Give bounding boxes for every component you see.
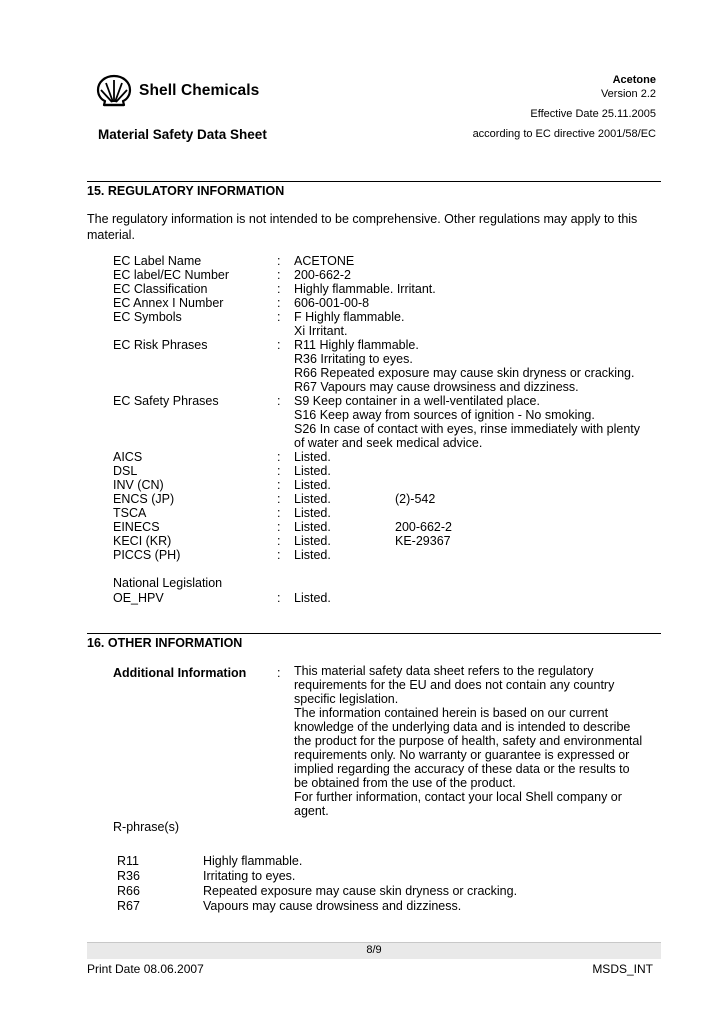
print-date: Print Date 08.06.2007: [87, 962, 204, 976]
inventory-row-encs: ENCS (JP) : Listed. (2)-542: [113, 492, 436, 506]
r-phrases-title: R-phrase(s): [113, 820, 179, 834]
safety-phrase-line: S26 In case of contact with eyes, rinse immediately with plenty: [294, 422, 640, 436]
oe-hpv-row: OE_HPV : Listed.: [113, 591, 331, 605]
inventory-row-einecs: EINECS : Listed. 200-662-2: [113, 520, 452, 534]
company-logo: [96, 74, 259, 108]
product-name: Acetone: [612, 74, 656, 86]
section-15-heading: 15. REGULATORY INFORMATION: [87, 184, 285, 198]
colon: :: [277, 666, 281, 680]
ec-safety-phrases-row: EC Safety Phrases : S9 Keep container in a well-ventilated place.: [113, 394, 540, 408]
r-phrase-row: R36 Irritating to eyes.: [117, 869, 296, 883]
ec-classification-row: EC Classification : Highly flammable. Irritant.: [113, 282, 436, 296]
risk-phrase-line: R36 Irritating to eyes.: [294, 352, 413, 366]
safety-phrase-line: of water and seek medical advice.: [294, 436, 483, 450]
inventory-row-tsca: TSCA : Listed.: [113, 506, 331, 520]
section-divider: [87, 181, 661, 182]
ec-number-row: EC label/EC Number : 200-662-2: [113, 268, 351, 282]
inventory-row-dsl: DSL : Listed.: [113, 464, 331, 478]
page-number: 8/9: [366, 944, 382, 956]
r-phrase-row: R67 Vapours may cause drowsiness and dizziness.: [117, 899, 462, 913]
national-legislation-label: National Legislation: [113, 576, 223, 590]
inventory-row-inv-cn: INV (CN) : Listed.: [113, 478, 331, 492]
inventory-row-keci: KECI (KR) : Listed. KE-29367: [113, 534, 451, 548]
risk-phrase-line: R66 Repeated exposure may cause skin dryness or cracking.: [294, 366, 635, 380]
brand-name: Shell Chemicals: [139, 82, 260, 99]
shell-pecten-icon: [96, 74, 132, 108]
ec-symbols-row: EC Symbols : F Highly flammable.: [113, 310, 405, 324]
directive: according to EC directive 2001/58/EC: [472, 128, 656, 140]
version: Version 2.2: [600, 88, 656, 100]
risk-phrase-line: R67 Vapours may cause drowsiness and dizziness.: [294, 380, 579, 394]
r-phrase-row: R66 Repeated exposure may cause skin dryness or cracking.: [117, 884, 518, 898]
inventory-row-piccs: PICCS (PH) : Listed.: [113, 548, 331, 562]
regulatory-intro: The regulatory information is not intended to be comprehensive. Other regulations may apply to this material.: [87, 212, 638, 242]
ec-symbols-continued: Xi Irritant.: [294, 324, 348, 338]
safety-phrase-line: S16 Keep away from sources of ignition - No smoking.: [294, 408, 595, 422]
ec-risk-phrases-row: EC Risk Phrases : R11 Highly flammable.: [113, 338, 419, 352]
additional-information-text: This material safety data sheet refers to the regulatory requirements for the EU and does not contain any country specific legislation. The information contained herein is based on our current knowledge of the underlying data and is intended to describe the product for the purpose of health, safety and environmental requirements only. No warranty or guarantee is expressed or implied regarding the accuracy of these data or the results to be obtained from the use of the product. For further information, contact your local Shell company or agent.: [294, 664, 643, 818]
effective-date: Effective Date 25.11.2005: [530, 108, 656, 120]
document-title: Material Safety Data Sheet: [98, 127, 267, 142]
inventory-row-aics: AICS : Listed.: [113, 450, 331, 464]
ec-annex-row: EC Annex I Number : 606-001-00-8: [113, 296, 370, 310]
section-divider: [87, 633, 661, 634]
section-16-heading: 16. OTHER INFORMATION: [87, 636, 243, 650]
additional-information-label: Additional Information: [113, 666, 247, 680]
ec-label-name-row: EC Label Name : ACETONE: [113, 254, 355, 268]
r-phrase-row: R11 Highly flammable.: [117, 854, 303, 868]
document-code: MSDS_INT: [592, 962, 653, 976]
